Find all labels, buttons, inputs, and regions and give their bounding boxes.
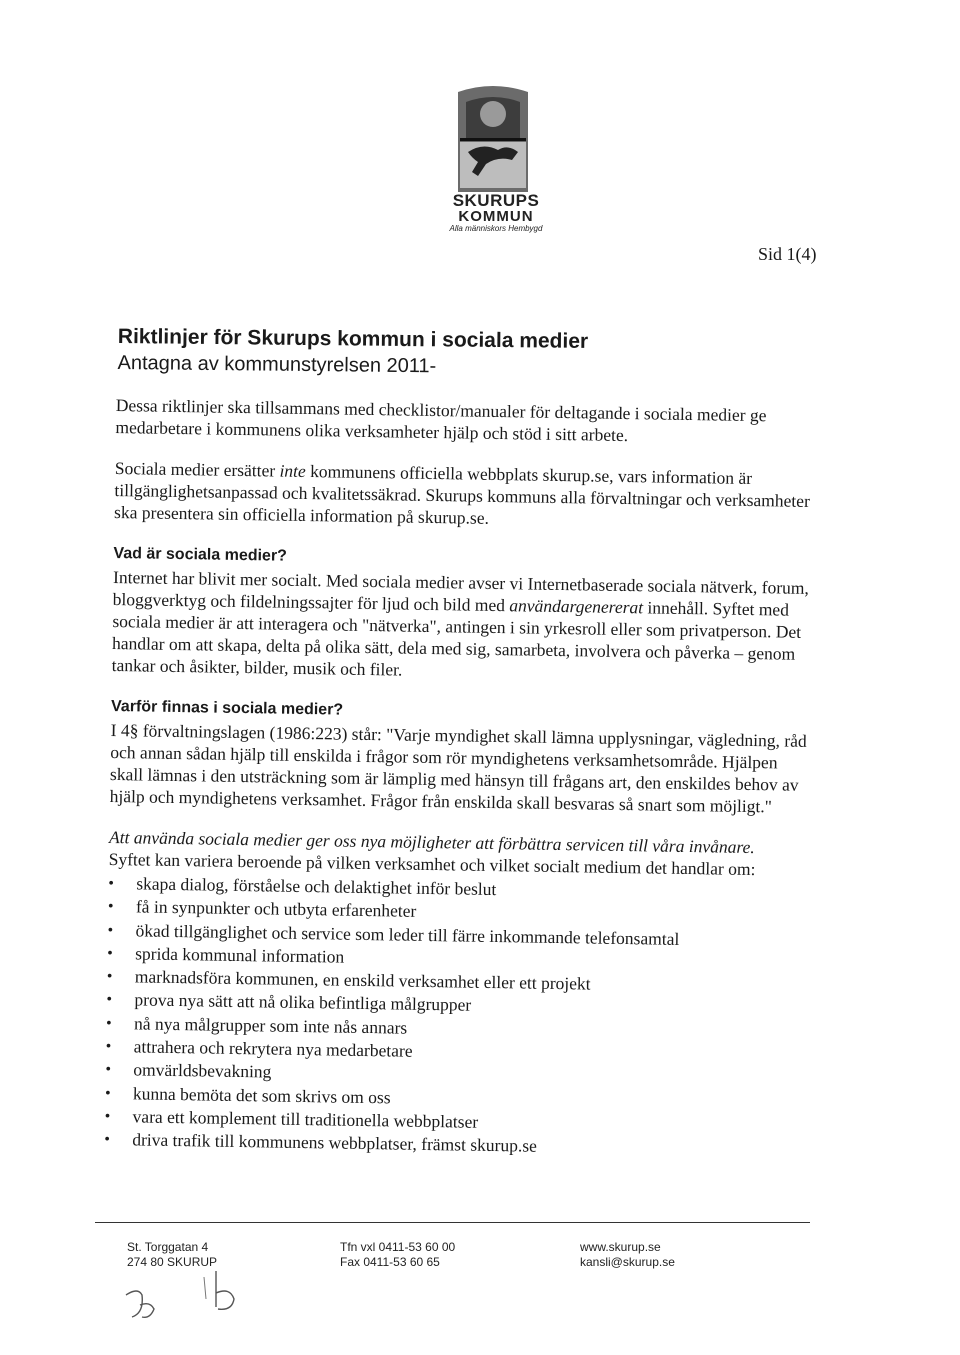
purpose-list	[104, 872, 808, 1163]
logo-tagline: Alla människors Hembygd	[449, 224, 543, 233]
italic-subheading: Att använda sociala medier ger oss nya möjligheter att förbättra servicen till våra invånare.	[108, 826, 755, 858]
list-item: • omvärldsbevakning	[105, 1058, 805, 1092]
list-item: • skapa dialog, förståelse och delaktighet inför beslut	[108, 872, 808, 906]
definition-paragraph	[112, 566, 814, 687]
list-item: • prova nya sätt att nå olika befintliga målgrupper	[106, 988, 806, 1022]
document-body	[104, 394, 816, 1162]
emphasis-text: användargenererat	[509, 595, 644, 618]
logo-wordmark	[436, 192, 556, 234]
list-item: • kunna bemöta det som skrivs om oss	[105, 1082, 805, 1116]
list-item: • nå nya målgrupper som inte nås annars	[106, 1012, 806, 1046]
list-item: • få in synpunkter och utbyta erfarenheter	[108, 895, 808, 929]
footer-website-link[interactable]: www.skurup.se	[580, 1240, 661, 1254]
handwritten-initials	[120, 1265, 280, 1345]
heading-what-is-social-media: Vad är sociala medier?	[113, 544, 288, 565]
official-website-paragraph	[114, 457, 815, 534]
text-span: kommunens officiella webbplats skurup.se, vars information är tillgänglighetsanpassad och kvalitetssäkrad. Skurups kommuns alla förvaltningar och verksamheter ska presentera sin officiella information på skurup.se.	[113, 460, 811, 528]
emphasis-text: inte	[279, 460, 306, 481]
purpose-paragraph: Syftet kan variera beroende på vilken verksamhet och vilket socialt medium det handlar om:	[108, 848, 756, 880]
footer-email-link[interactable]: kansli@skurup.se	[580, 1255, 675, 1269]
document-title: Riktlinjer för Skurups kommun i sociala medier	[117, 324, 589, 353]
document-subtitle: Antagna av kommunstyrelsen 2011-	[117, 351, 437, 378]
footer-postal: 274 80 SKURUP	[127, 1255, 218, 1269]
heading-why-social-media: Varför finnas i sociala medier?	[110, 697, 344, 719]
list-item: • attrahera och rekrytera nya medarbetare	[106, 1035, 806, 1069]
footer-web-block	[580, 1240, 675, 1270]
law-quote-paragraph: I 4§ förvaltningslagen (1986:223) står: "Varje myndighet skall lämna upplysningar, vägledning, råd och annan sådan hjälp till enskilda i frågor som rör myndighetens verksamhetsområde. Hjälpen skall lämnas i den utsträckning som är lämplig med hänsyn till frågans art, den enskildes behov av hjälp och myndighetens verksamhet. Frågor från enskilda skall besvaras så snart som möjligt."	[109, 719, 807, 817]
text-span: Internet har blivit mer socialt. Med sociala medier avser vi Internetbaserade sociala nätverk, forum, bloggverktyg och fildelningssajter för ljud och bild med	[112, 566, 810, 616]
footer-fax: Fax 0411-53 60 65	[340, 1255, 440, 1269]
logo-line-2: KOMMUN	[458, 208, 534, 225]
logo-line-1: SKURUPS	[452, 191, 540, 210]
footer-divider	[95, 1222, 810, 1223]
footer-phone: Tfn vxl 0411-53 60 00	[340, 1240, 456, 1254]
page-number: Sid 1(4)	[758, 244, 817, 264]
footer-phone-block	[340, 1240, 455, 1270]
footer-street: St. Torggatan 4	[127, 1240, 209, 1254]
list-item: • ökad tillgänglighet och service som leder till färre inkommande telefonsamtal	[107, 919, 807, 953]
text-span: Sociala medier ersätter	[114, 457, 280, 481]
list-item: • vara ett komplement till traditionella webbplatser	[104, 1105, 804, 1139]
text-span: innehåll. Syftet med sociala medier är att interagera och "nätverka", antingen i sin yrkesroll eller som privatperson. Det handlar om att skapa, delta på olika sätt, dela med sig, samarbeta, involvera och påverka – genom tankar och åsikter, bilder, musik och filer.	[111, 597, 802, 680]
intro-paragraph: Dessa riktlinjer ska tillsammans med checklistor/manualer för deltagande i sociala medier ge medarbetare i kommunens olika verksamheter hjälp och stöd i sitt arbete.	[115, 394, 767, 446]
list-item: • sprida kommunal information	[107, 942, 807, 976]
title-block	[117, 324, 818, 383]
list-item: • driva trafik till kommunens webbplatser, främst skurup.se	[104, 1128, 804, 1162]
list-item: • marknadsföra kommunen, en enskild verksamhet eller ett projekt	[107, 965, 807, 999]
